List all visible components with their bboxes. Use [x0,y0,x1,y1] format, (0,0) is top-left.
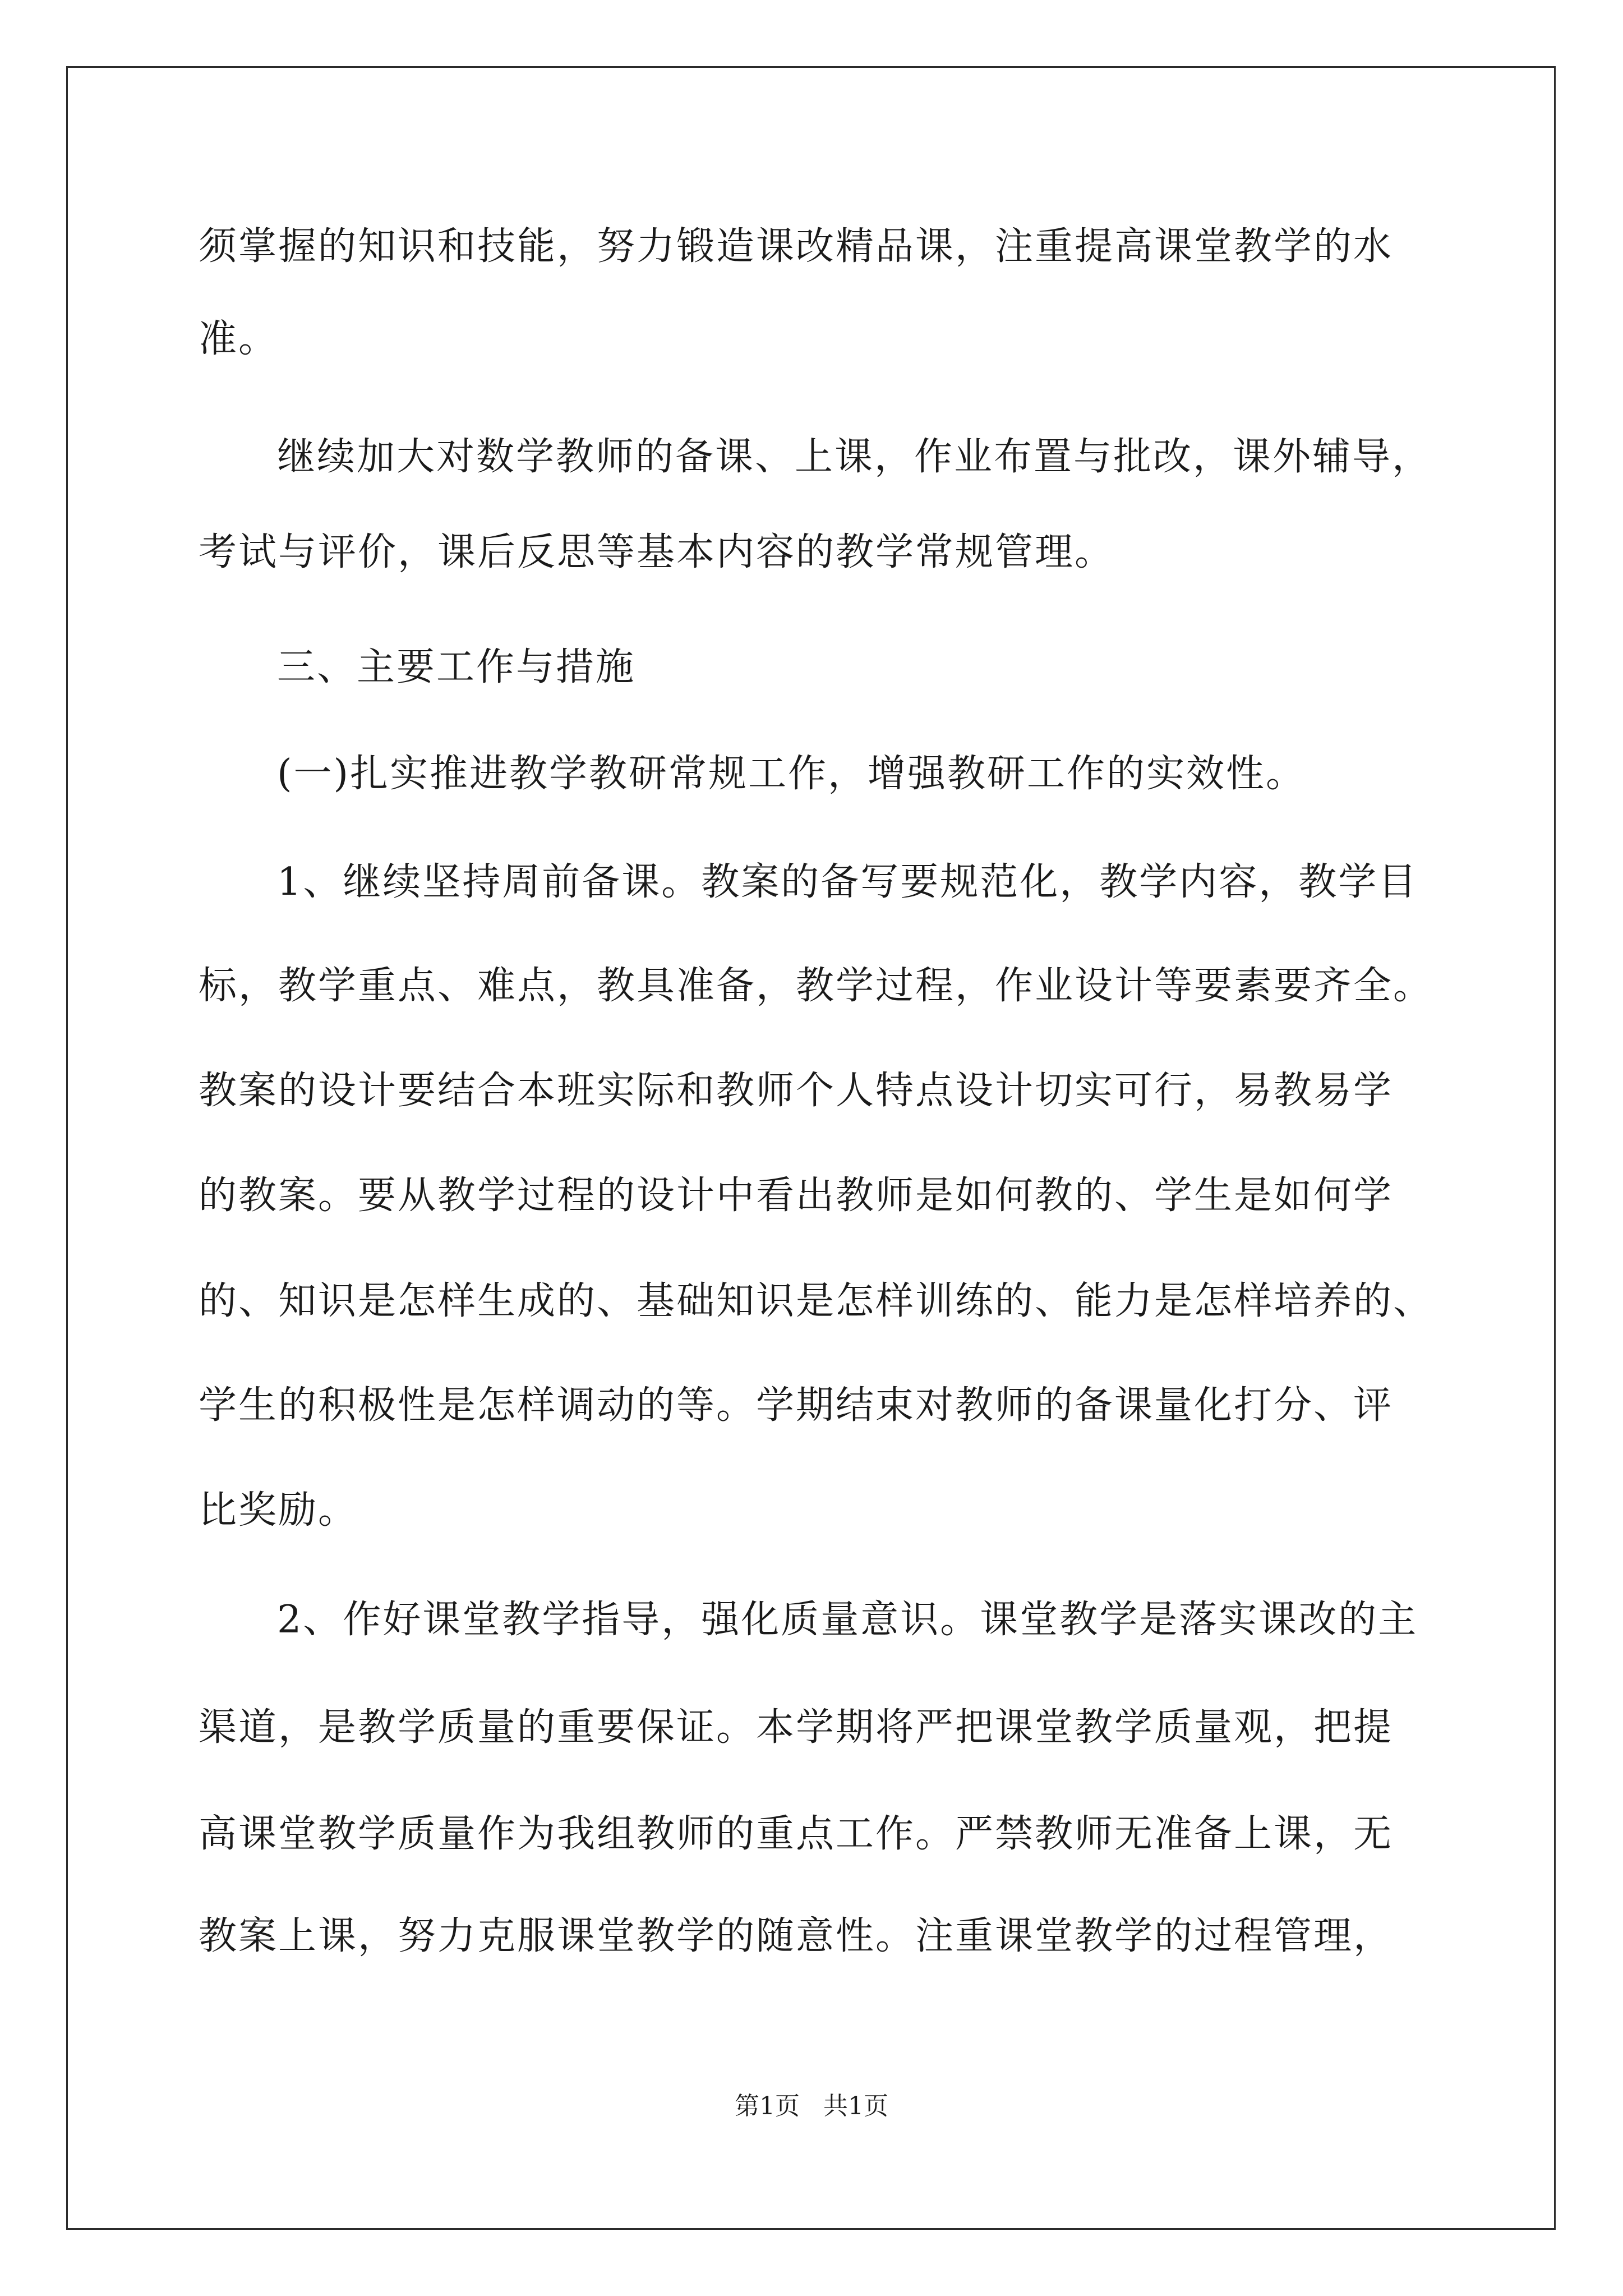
text-line: 标，教学重点、难点，教具准备，教学过程，作业设计等要素要齐全。 [199,964,1433,1008]
text-line: 教案的设计要结合本班实际和教师个人特点设计切实可行，易教易学 [199,1069,1394,1113]
subsection-heading: (一)扎实推进教学教研常规工作，增强教研工作的实效性。 [277,752,1306,796]
text-line: 考试与评价，课后反思等基本内容的教学常规管理。 [199,530,1115,574]
text-line: 须掌握的知识和技能，努力锻造课改精品课，注重提高课堂教学的水 [199,224,1394,269]
text-line: 继续加大对数学教师的备课、上课，作业布置与批改，课外辅导， [277,435,1432,479]
text-line: 渠道，是教学质量的重要保证。本学期将严把课堂教学质量观，把提 [199,1705,1394,1750]
text-line: 高课堂教学质量作为我组教师的重点工作。严禁教师无准备上课，无 [199,1812,1394,1856]
text-line: 学生的积极性是怎样调动的等。学期结束对教师的备课量化打分、评 [199,1383,1394,1428]
text-line: 准。 [199,317,279,361]
page-border [66,66,1556,2230]
section-heading: 三、主要工作与措施 [277,645,636,689]
text-line: 1、继续坚持周前备课。教案的备写要规范化，教学内容，教学目 [277,860,1418,904]
text-line: 的教案。要从教学过程的设计中看出教师是如何教的、学生是如何学 [199,1174,1394,1218]
text-line: 的、知识是怎样生成的、基础知识是怎样训练的、能力是怎样培养的、 [199,1279,1433,1323]
text-line: 比奖励。 [199,1488,358,1533]
page-number: 第1页 共1页 [735,2092,888,2120]
text-line: 2、作好课堂教学指导，强化质量意识。课堂教学是落实课改的主 [277,1598,1418,1642]
text-line: 教案上课，努力克服课堂教学的随意性。注重课堂教学的过程管理， [199,1914,1394,1958]
